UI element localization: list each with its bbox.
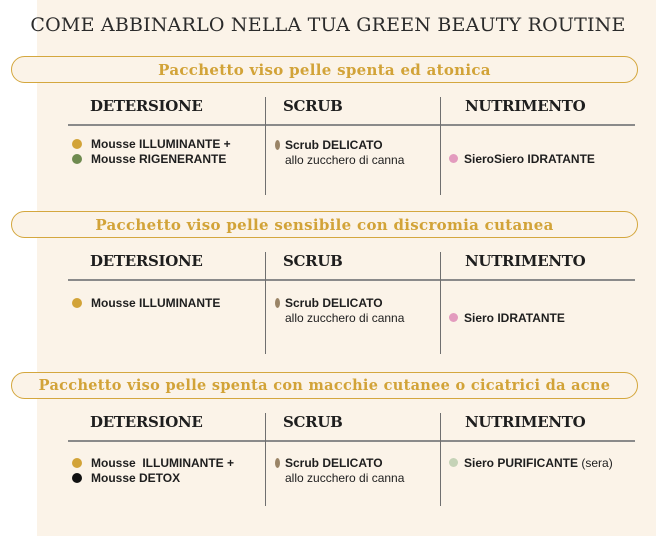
header-divider bbox=[68, 124, 635, 126]
header-nutrimento: NUTRIMENTO bbox=[465, 97, 586, 115]
detersione-item: Mousse ILLUMINANTE + bbox=[72, 137, 231, 152]
column-divider bbox=[440, 97, 441, 195]
scrub-oval-icon bbox=[275, 298, 280, 308]
scrub-item: Scrub DELICATO allo zucchero di canna bbox=[275, 456, 404, 486]
column-divider bbox=[440, 413, 441, 506]
package-table-2 bbox=[0, 252, 656, 356]
scrub-oval-icon bbox=[275, 458, 280, 468]
header-divider bbox=[68, 279, 635, 281]
package-banner-1: Pacchetto viso pelle spenta ed atonica bbox=[11, 56, 638, 83]
package-banner-3: Pacchetto viso pelle spenta con macchie cutanee o cicatrici da acne bbox=[11, 372, 638, 399]
pink-dot-icon bbox=[449, 154, 458, 163]
pink-dot-icon bbox=[449, 313, 458, 322]
gold-dot-icon bbox=[72, 298, 82, 308]
package-table-3 bbox=[0, 413, 656, 508]
header-scrub: SCRUB bbox=[283, 413, 343, 431]
detersione-item: Mousse ILLUMINANTE bbox=[72, 296, 220, 311]
gold-dot-icon bbox=[72, 139, 82, 149]
detersione-item: Mousse ILLUMINANTE + bbox=[72, 456, 234, 471]
header-detersione: DETERSIONE bbox=[90, 413, 203, 431]
package-banner-2: Pacchetto viso pelle sensibile con discromia cutanea bbox=[11, 211, 638, 238]
header-nutrimento: NUTRIMENTO bbox=[465, 413, 586, 431]
header-divider bbox=[68, 440, 635, 442]
package-table-1 bbox=[0, 97, 656, 197]
column-divider bbox=[265, 252, 266, 354]
column-divider bbox=[265, 413, 266, 506]
header-scrub: SCRUB bbox=[283, 252, 343, 270]
gold-dot-icon bbox=[72, 458, 82, 468]
scrub-item: Scrub DELICATO allo zucchero di canna bbox=[275, 138, 404, 168]
header-scrub: SCRUB bbox=[283, 97, 343, 115]
header-detersione: DETERSIONE bbox=[90, 97, 203, 115]
sage-dot-icon bbox=[449, 458, 458, 467]
scrub-item: Scrub DELICATO allo zucchero di canna bbox=[275, 296, 404, 326]
column-divider bbox=[265, 97, 266, 195]
header-nutrimento: NUTRIMENTO bbox=[465, 252, 586, 270]
detersione-item: Mousse DETOX bbox=[72, 471, 180, 486]
column-divider bbox=[440, 252, 441, 354]
page-title: COME ABBINARLO NELLA TUA GREEN BEAUTY ROUTINE bbox=[30, 14, 626, 36]
nutrimento-item: Siero PURIFICANTE (sera) bbox=[449, 456, 613, 471]
green-dot-icon bbox=[72, 154, 82, 164]
scrub-oval-icon bbox=[275, 140, 280, 150]
nutrimento-item: Siero IDRATANTE bbox=[449, 311, 565, 326]
detersione-item: Mousse RIGENERANTE bbox=[72, 152, 226, 167]
header-detersione: DETERSIONE bbox=[90, 252, 203, 270]
black-dot-icon bbox=[72, 473, 82, 483]
nutrimento-item: SieroSiero IDRATANTE bbox=[449, 152, 595, 167]
